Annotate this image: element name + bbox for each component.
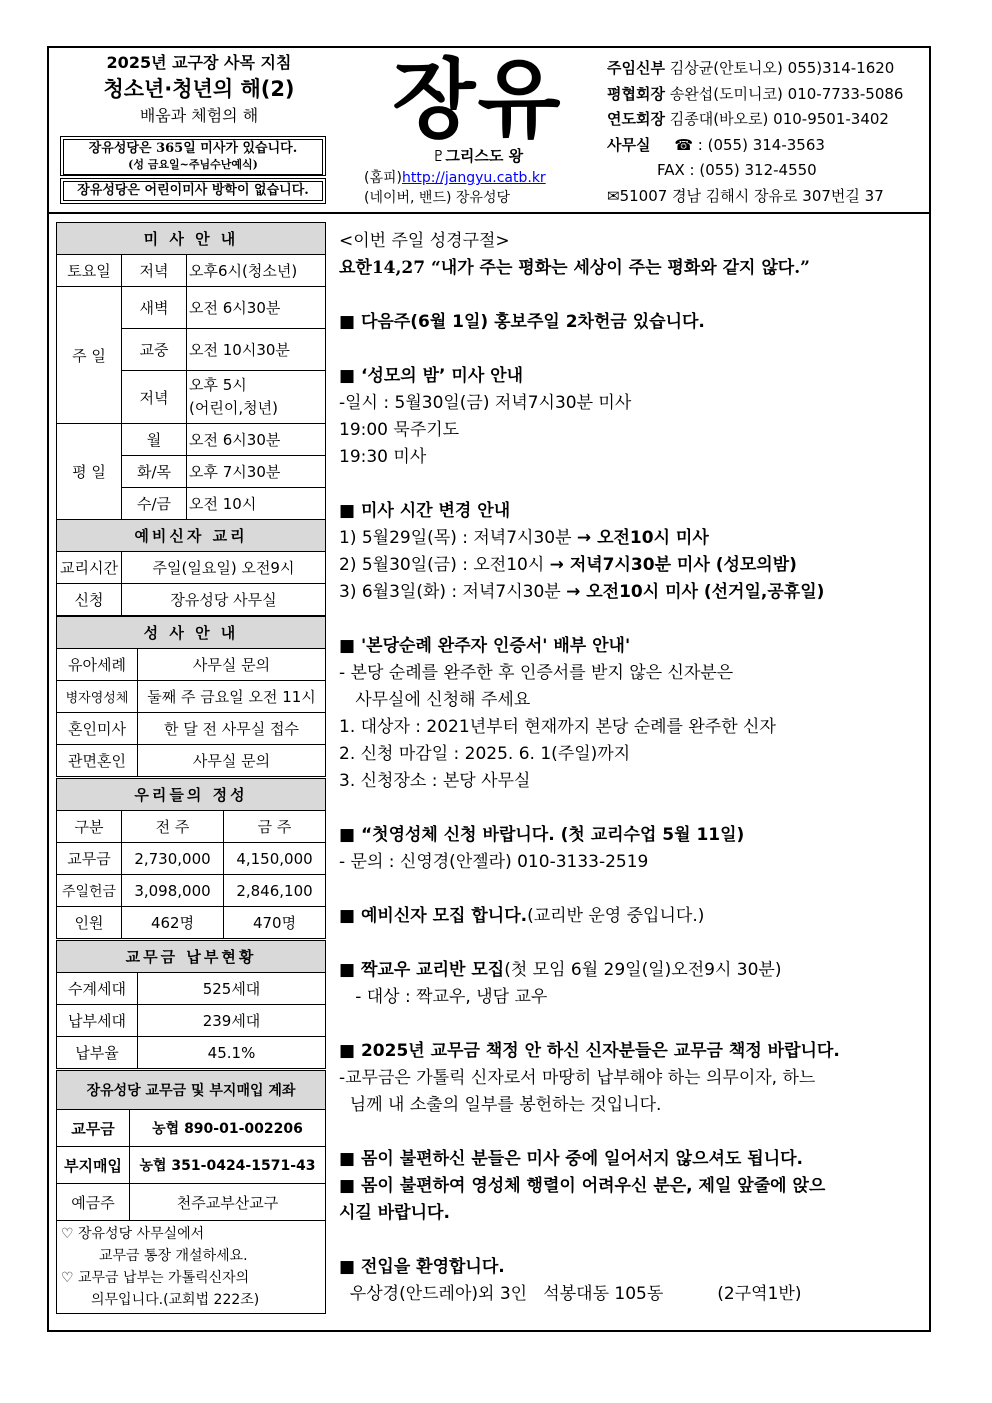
pilgrimage-line: 3. 신청장소 : 본당 사무실 <box>339 771 531 791</box>
contact-value: 김종대(바오로) 010-9501-3402 <box>669 110 889 128</box>
dues-value: 525세대 <box>138 973 326 1005</box>
notice-children-text: 장유성당은 어린이미사 방학이 없습니다. <box>63 181 323 201</box>
pilgrimage-line: - 본당 순례를 완주한 후 인증서를 받지 않은 신자분은 <box>339 663 734 683</box>
mass-schedule-table <box>56 222 326 616</box>
offering-col: 구분 <box>57 811 122 843</box>
offering-label: 주일헌금 <box>57 875 122 907</box>
marian-night-rosary: 19:00 묵주기도 <box>339 420 460 440</box>
contact-priest <box>607 56 903 82</box>
dues-heading: 교무금 납부현황 <box>57 941 326 973</box>
gospel-verse: 요한14,27 “내가 주는 평화는 세상이 주는 평화와 같지 않다.” <box>339 258 810 278</box>
pilgrimage-line: 2. 신청 마감일 : 2025. 6. 1(주일)까지 <box>339 744 631 764</box>
notice-welcome: ■ 전입을 환영합니다. <box>339 1257 505 1277</box>
sun-evening-cell <box>187 371 326 424</box>
contact-value: ✉51007 경남 김해시 장유로 307번길 37 <box>607 186 884 205</box>
catechumen-heading: 예비신자 교리 <box>57 520 326 552</box>
sun-time-label: 교중 <box>122 329 187 371</box>
account-number: 농협 890-01-002206 <box>130 1110 326 1147</box>
sac-label: 병자영성체 <box>57 681 138 713</box>
spouse-class-note: (첫 모임 6월 29일(일)오전9시 30분) <box>504 960 782 980</box>
contact-value: FAX : (055) 312-4550 <box>657 161 817 179</box>
mass-change-3 <box>339 579 931 606</box>
offering-label: 인원 <box>57 907 122 939</box>
year-policy: 2025년 교구장 사목 지침 <box>106 53 292 72</box>
notice-dues-assessment: ■ 2025년 교무금 책정 안 하신 신자분들은 교무금 책정 바랍니다. <box>339 1041 840 1061</box>
account-note: 교무금 통장 개설하세요. <box>99 1248 248 1264</box>
sns-info: (네이버, 밴드) 장유성당 <box>364 190 510 206</box>
sac-label: 관면혼인 <box>57 745 138 777</box>
notice-children-mass <box>60 178 326 204</box>
account-holder: 천주교부산교구 <box>130 1184 326 1221</box>
contact-role: 사무실 <box>607 135 651 154</box>
announcements <box>339 228 931 1308</box>
notice-365-text: 장유성당은 365일 미사가 있습니다. <box>88 141 298 156</box>
mass-change-to: → 오전10시 미사 <box>576 528 709 548</box>
contact-address <box>607 184 903 210</box>
sunday-label: 주 일 <box>57 287 122 424</box>
pilgrimage-line: 사무실에 신청해 주세요 <box>339 690 531 710</box>
cat-time-label: 교리시간 <box>57 552 122 584</box>
contact-office <box>607 133 903 159</box>
dues-line: -교무금은 가톨릭 신자로서 마땅히 납부해야 하는 의무이자, 하느 <box>339 1068 816 1088</box>
marian-night-date: -일시 : 5월30일(금) 저녁7시30분 미사 <box>339 393 632 413</box>
spouse-class-title: ■ 짝교우 교리반 모집 <box>339 960 505 980</box>
sun-time-label: 새벽 <box>122 287 187 329</box>
cat-apply: 장유성당 사무실 <box>122 584 326 616</box>
dues-table <box>56 940 326 1069</box>
account-label: 부지매입 <box>57 1147 130 1184</box>
contact-value: 송완섭(도미니코) 010-7733-5086 <box>669 84 904 103</box>
offering-value: 2,730,000 <box>122 843 224 875</box>
offering-value: 4,150,000 <box>224 843 326 875</box>
sac-value: 둘째 주 금요일 오전 11시 <box>138 681 326 713</box>
notice-365-sub: (성 금요일~주님수난예식) <box>128 158 258 171</box>
wk-day: 화/목 <box>122 456 187 488</box>
offering-value: 2,846,100 <box>224 875 326 907</box>
wk-time: 오전 6시30분 <box>187 424 326 456</box>
wk-day: 월 <box>122 424 187 456</box>
contact-role: 주임신부 <box>607 59 665 77</box>
sat-time-label: 저녁 <box>122 255 187 287</box>
first-communion-contact: - 문의 : 신영경(안젤라) 010-3133-2519 <box>339 852 649 872</box>
marian-night-mass: 19:30 미사 <box>339 447 427 467</box>
offering-value: 470명 <box>224 907 326 939</box>
contact-role: 평협회장 <box>607 84 665 103</box>
sun-time-note: (어린이,청년) <box>189 399 278 417</box>
account-label: 교무금 <box>57 1110 130 1147</box>
offering-table <box>56 778 326 939</box>
header-left <box>60 52 338 128</box>
welcome-family: 우상경(안드레아)외 3인 석봉대동 105동 (2구역1반) <box>339 1284 802 1304</box>
wk-day: 수/금 <box>122 488 187 520</box>
offering-value: 3,098,000 <box>122 875 224 907</box>
notice-no-standing: ■ 몸이 불편하신 분들은 미사 중에 일어서지 않으셔도 됩니다. <box>339 1149 803 1169</box>
dues-value: 45.1% <box>138 1037 326 1069</box>
mass-heading: 미 사 안 내 <box>57 223 326 255</box>
mass-change-from: 2) 5월30일(금) : 오전10시 <box>339 555 550 575</box>
account-heading: 장유성당 교무금 및 부지매입 계좌 <box>57 1071 326 1110</box>
mass-change-2 <box>339 552 931 579</box>
account-note: ♡ 교무금 납부는 가톨릭신자의 <box>61 1270 250 1286</box>
notice-pilgrimage-cert: ■ '본당순례 완주자 인증서' 배부 안내' <box>339 636 631 656</box>
sun-time: 오전 10시30분 <box>187 329 326 371</box>
year-theme-sub: 배움과 체험의 해 <box>139 106 259 125</box>
dues-label: 납부율 <box>57 1037 138 1069</box>
spouse-class-target: - 대상 : 짝교우, 냉담 교우 <box>339 987 548 1007</box>
sac-value: 사무실 문의 <box>138 745 326 777</box>
bulletin-title: 장유 <box>392 50 563 150</box>
notice-catechumen-recruit <box>339 903 931 930</box>
mass-change-from: 3) 6월3일(화) : 저녁7시30분 <box>339 582 567 602</box>
dues-label: 수계세대 <box>57 973 138 1005</box>
sat-time: 오후6시(청소년) <box>187 255 326 287</box>
offering-label: 교무금 <box>57 843 122 875</box>
sac-label: 혼인미사 <box>57 713 138 745</box>
sac-value: 한 달 전 사무실 접수 <box>138 713 326 745</box>
wk-time: 오전 10시 <box>187 488 326 520</box>
mass-change-1 <box>339 525 931 552</box>
web-links <box>364 168 546 208</box>
account-table <box>56 1070 326 1314</box>
account-number: 농협 351-0424-1571-43 <box>130 1147 326 1184</box>
dues-line: 님께 내 소출의 일부를 봉헌하는 것입니다. <box>339 1095 662 1115</box>
notice-communion-line: ■ 몸이 불편하여 영성체 행렬이 어려우신 분은, 제일 앞줄에 앉으 <box>339 1176 826 1196</box>
wk-time: 오후 7시30분 <box>187 456 326 488</box>
gospel-heading: <이번 주일 성경구절> <box>339 231 510 251</box>
sac-value: 사무실 문의 <box>138 649 326 681</box>
notice-spouse-class <box>339 957 931 984</box>
sacrament-table <box>56 616 326 777</box>
notice-mass-change: ■ 미사 시간 변경 안내 <box>339 501 511 521</box>
catechumen-recruit-note: (교리반 운영 중입니다.) <box>527 906 705 926</box>
account-note: 의무입니다.(교회법 222조) <box>91 1292 260 1308</box>
notice-first-communion: ■ “첫영성체 신청 바랍니다. (첫 교리수업 5월 11일) <box>339 825 745 845</box>
sun-time-label: 저녁 <box>122 371 187 424</box>
contact-yeondo <box>607 107 903 133</box>
notice-communion-line-2: 시길 바랍니다. <box>339 1203 450 1223</box>
notice-second-collection: ■ 다음주(6월 1일) 홍보주일 2차헌금 있습니다. <box>339 312 705 332</box>
mass-change-to: → 저녁7시30분 미사 (성모의밤) <box>549 555 797 575</box>
contact-council <box>607 82 903 108</box>
weekday-label: 평 일 <box>57 424 122 520</box>
contact-fax <box>607 158 903 184</box>
dues-value: 239세대 <box>138 1005 326 1037</box>
offering-col: 금 주 <box>224 811 326 843</box>
sun-time: 오후 5시 <box>189 376 247 394</box>
account-note: ♡ 장유성당 사무실에서 <box>61 1226 205 1242</box>
mass-change-from: 1) 5월29일(목) : 저녁7시30분 <box>339 528 577 548</box>
sat-label: 토요일 <box>57 255 122 287</box>
offering-value: 462명 <box>122 907 224 939</box>
notice-365-mass <box>60 136 326 176</box>
contact-value: ☎ : (055) 314-3563 <box>674 135 825 154</box>
offering-heading: 우리들의 정성 <box>57 779 326 811</box>
account-notes <box>57 1221 326 1314</box>
header-divider <box>47 212 931 214</box>
contact-value: 김상균(안토니오) 055)314-1620 <box>669 59 895 77</box>
contact-role: 연도회장 <box>607 110 665 128</box>
mass-change-to: → 오전10시 미사 (선거일,공휴일) <box>566 582 825 602</box>
dues-label: 납부세대 <box>57 1005 138 1037</box>
pilgrimage-line: 1. 대상자 : 2021년부터 현재까지 본당 순례를 완주한 신자 <box>339 717 776 737</box>
notice-marian-night: ■ ‘성모의 밤’ 미사 안내 <box>339 366 524 386</box>
web-label: (홈피) <box>364 170 402 186</box>
year-theme: 청소년·청년의 해(2) <box>103 77 295 101</box>
contacts <box>607 56 903 209</box>
offering-col: 전 주 <box>122 811 224 843</box>
sac-label: 유아세례 <box>57 649 138 681</box>
sacrament-heading: 성 사 안 내 <box>57 617 326 649</box>
catechumen-recruit-title: ■ 예비신자 모집 합니다. <box>339 906 528 926</box>
homepage-link[interactable]: http://jangyu.catb.kr <box>401 170 546 186</box>
sun-time: 오전 6시30분 <box>187 287 326 329</box>
cat-apply-label: 신청 <box>57 584 122 616</box>
cat-time: 주일(일요일) 오전9시 <box>122 552 326 584</box>
feast-subtitle: ♇그리스도 왕 <box>431 147 524 165</box>
account-label: 예금주 <box>57 1184 130 1221</box>
